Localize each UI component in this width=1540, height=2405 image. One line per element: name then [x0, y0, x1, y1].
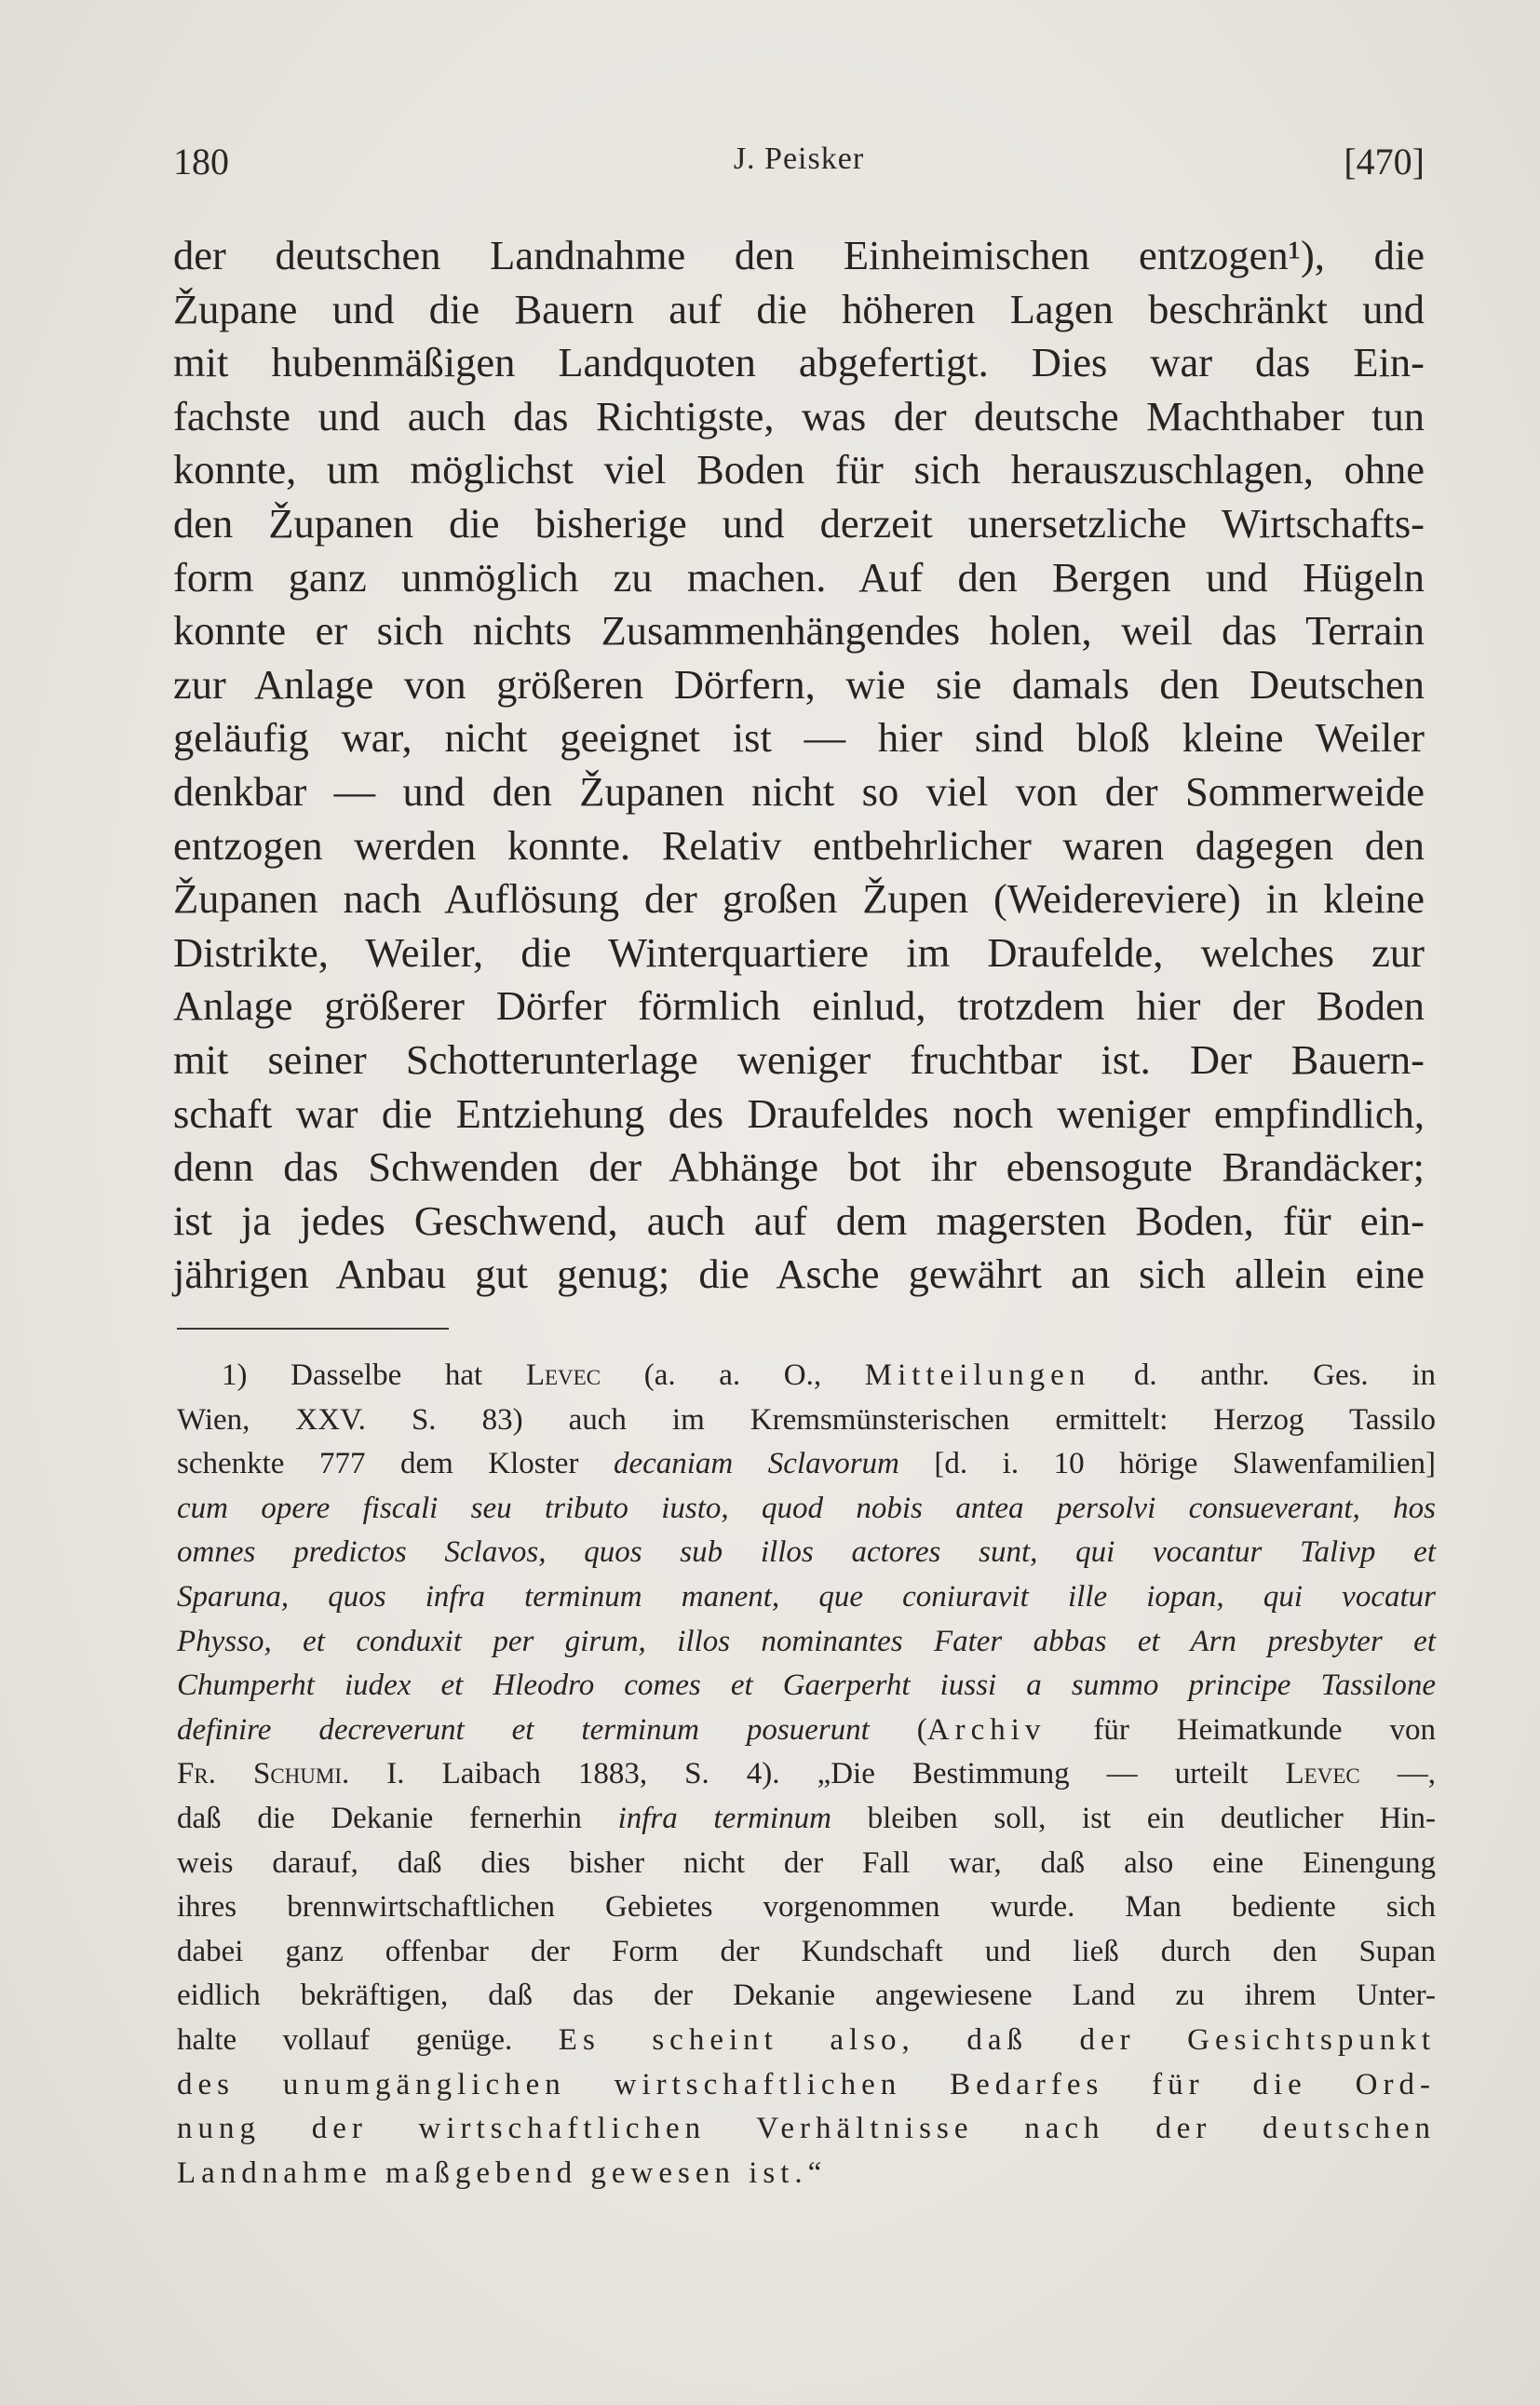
text-line: konnte, um möglichst viel Boden für sich herauszuschlagen, ohne	[173, 446, 1425, 493]
text-line: fachste und auch das Richtigste, was der deutsche Machthaber tun	[173, 392, 1425, 439]
text-line: Župane und die Bauern auf die höheren Lagen beschränkt und	[173, 285, 1425, 332]
emphasized-text: Landnahme maßgebend gewesen ist.	[177, 2155, 808, 2190]
footnote-text: —,	[1359, 1757, 1437, 1791]
footnote-line	[177, 1354, 1436, 1398]
latin-line: cum opere fiscali seu tributo iusto, quod nobis antea persolvi consueverant, hos	[177, 1491, 1436, 1525]
footnote	[177, 1354, 1436, 2196]
footnote-text: daß die Dekanie fernerhin	[177, 1801, 618, 1835]
emphasized-text: Es scheint also, daß der Gesichtspunkt	[558, 2022, 1437, 2057]
text-line: schaft war die Entziehung des Draufeldes noch weniger empfindlich,	[173, 1089, 1425, 1137]
original-page-number: [470]	[1344, 141, 1425, 182]
closing-quote: “	[807, 2155, 822, 2190]
footnote-text: (a. a. O.,	[601, 1358, 865, 1392]
author-name: Levec	[1285, 1757, 1360, 1791]
footnote-line: weis darauf, daß dies bisher nicht der Fall war, daß also eine Einengung	[177, 1845, 1436, 1880]
text-line: den Županen die bisherige und derzeit unersetzliche Wirtschafts-	[173, 499, 1425, 547]
latin-text: infra terminum	[617, 1801, 831, 1835]
emphasized-text: Archiv	[926, 1712, 1047, 1747]
latin-line: omnes predictos Sclavos, quos sub illos actores sunt, qui vocantur Talivp et	[177, 1535, 1436, 1570]
emphasized-line: nung der wirtschaftlichen Verhältnisse nach der deutschen	[177, 2112, 1436, 2146]
page-number: 180	[173, 141, 229, 182]
text-line: ist ja jedes Geschwend, auch auf dem magersten Boden, für ein-	[173, 1196, 1425, 1244]
footnote-line	[177, 2019, 1436, 2063]
text-line: Distrikte, Weiler, die Winterquartiere im Draufelde, welches zur	[173, 928, 1425, 976]
footnote-line: eidlich bekräftigen, daß das der Dekanie angewiesene Land zu ihrem Unter-	[177, 1979, 1436, 2013]
text-line: der deutschen Landnahme den Einheimischen entzogen¹), die	[173, 232, 1425, 278]
main-text	[173, 229, 1425, 1302]
text-line: jährigen Anbau gut genug; die Asche gewährt an sich allein eine	[173, 1250, 1425, 1298]
footnote-text: d. anthr. Ges. in	[1090, 1358, 1436, 1392]
text-line: mit hubenmäßigen Landquoten abgefertigt. Dies war das Ein-	[173, 339, 1425, 386]
text-line: mit seiner Schotterunterlage weniger fruchtbar ist. Der Bauern-	[173, 1035, 1425, 1083]
emphasized-line: des unumgänglichen wirtschaftlichen Bedarfes für die Ord-	[177, 2067, 1436, 2101]
footnote-line	[177, 1752, 1436, 1797]
text-line: Anlage größerer Dörfer förmlich einlud, trotzdem hier der Boden	[173, 982, 1425, 1030]
footnote-text: [d. i. 10 hörige Slawenfamilien]	[898, 1447, 1437, 1481]
latin-text: definire decreverunt et terminum posuerunt	[177, 1712, 870, 1747]
latin-line: Physso, et conduxit per girum, illos nominantes Fater abbas et Arn presbyter et	[177, 1624, 1436, 1658]
latin-text: decaniam Sclavorum	[613, 1447, 899, 1481]
latin-line: Chumperht iudex et Hleodro comes et Gaerperht iussi a summo principe Tassilone	[177, 1669, 1436, 1703]
footnote-line: ihres brennwirtschaftlichen Gebietes vorgenommen wurde. Man bediente sich	[177, 1890, 1436, 1925]
footnote-text: für Heimatkunde von	[1046, 1712, 1436, 1747]
latin-line: Sparuna, quos infra terminum manent, que coniuravit ille iopan, qui vocatur	[177, 1579, 1436, 1614]
footnote-line	[177, 2152, 1436, 2196]
emphasized-text: Mitteilungen	[864, 1358, 1091, 1392]
footnote-text: (	[869, 1712, 927, 1747]
footnote-text: schenkte 777 dem Kloster	[177, 1447, 614, 1481]
text-line: Županen nach Auflösung der großen Župen (Weidereviere) in kleine	[173, 875, 1425, 923]
text-line: geläufig war, nicht geeignet ist — hier sind bloß kleine Weiler	[173, 714, 1425, 762]
footnote-line	[177, 1709, 1436, 1753]
footnote-line: dabei ganz offenbar der Form der Kundschaft und ließ durch den Supan	[177, 1934, 1436, 1968]
author-name: Fr. Schumi	[177, 1757, 343, 1791]
footnote-line: Wien, XXV. S. 83) auch im Kremsmünsterischen ermittelt: Herzog Tassilo	[177, 1402, 1436, 1437]
text-line: entzogen werden konnte. Relativ entbehrlicher waren dagegen den	[173, 821, 1425, 869]
footnote-text: bleiben soll, ist ein deutlicher Hin-	[831, 1801, 1436, 1835]
footnote-text: . I. Laibach 1883, S. 4). „Die Bestimmung — urteilt	[342, 1757, 1286, 1791]
footnote-divider	[177, 1328, 449, 1330]
author-name: Levec	[525, 1358, 601, 1392]
text-line: konnte er sich nichts Zusammenhängendes holen, weil das Terrain	[173, 607, 1425, 655]
text-line: denn das Schwenden der Abhänge bot ihr ebensogute Brandäcker;	[173, 1143, 1425, 1191]
footnote-line	[177, 1797, 1436, 1842]
text-line: zur Anlage von größeren Dörfern, wie sie damals den Deutschen	[173, 660, 1425, 708]
page-header	[173, 140, 1425, 196]
footnote-line	[177, 1442, 1436, 1487]
footnote-text: 1) Dasselbe hat	[222, 1358, 526, 1392]
footnote-text: halte vollauf genüge.	[177, 2022, 559, 2057]
text-line: denkbar — und den Županen nicht so viel von der Sommerweide	[173, 767, 1425, 815]
running-head: J. Peisker	[733, 142, 865, 176]
text-line: form ganz unmöglich zu machen. Auf den Bergen und Hügeln	[173, 553, 1425, 601]
